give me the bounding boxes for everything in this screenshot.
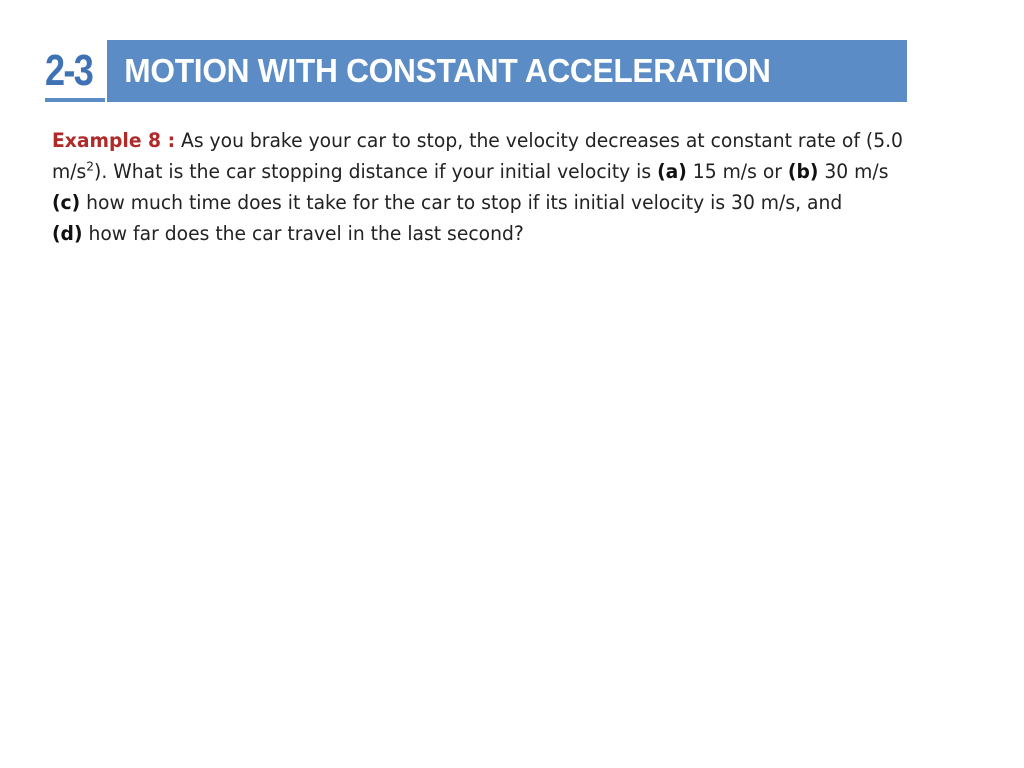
- slide-title: MOTION WITH CONSTANT ACCELERATION: [124, 52, 771, 89]
- part-b-text: 30 m/s: [818, 160, 889, 183]
- example-label: Example 8 :: [52, 129, 176, 152]
- part-d-label: (d): [52, 222, 83, 245]
- section-number: 2-3: [45, 40, 93, 102]
- part-c-label: (c): [52, 191, 81, 214]
- part-d-text: how far does the car travel in the last second?: [82, 222, 524, 245]
- part-c-text: how much time does it take for the car to stop if its initial velocity is 30 m/s, and: [80, 191, 843, 214]
- part-a-label: (a): [657, 160, 687, 183]
- title-bar: [107, 40, 907, 102]
- example-text: [52, 125, 945, 249]
- section-number-underline: [45, 98, 105, 102]
- part-b-label: (b): [787, 160, 819, 183]
- unit-superscript: 2: [86, 158, 95, 174]
- example-line-1: As you brake your car to stop, the velocity decreases at constant rate of (5.0: [175, 129, 903, 152]
- unit-text: m/s: [52, 160, 87, 183]
- part-a-text: 15 m/s or: [686, 160, 788, 183]
- question-text: ). What is the car stopping distance if your initial velocity is: [94, 160, 658, 183]
- header-banner: [45, 40, 907, 102]
